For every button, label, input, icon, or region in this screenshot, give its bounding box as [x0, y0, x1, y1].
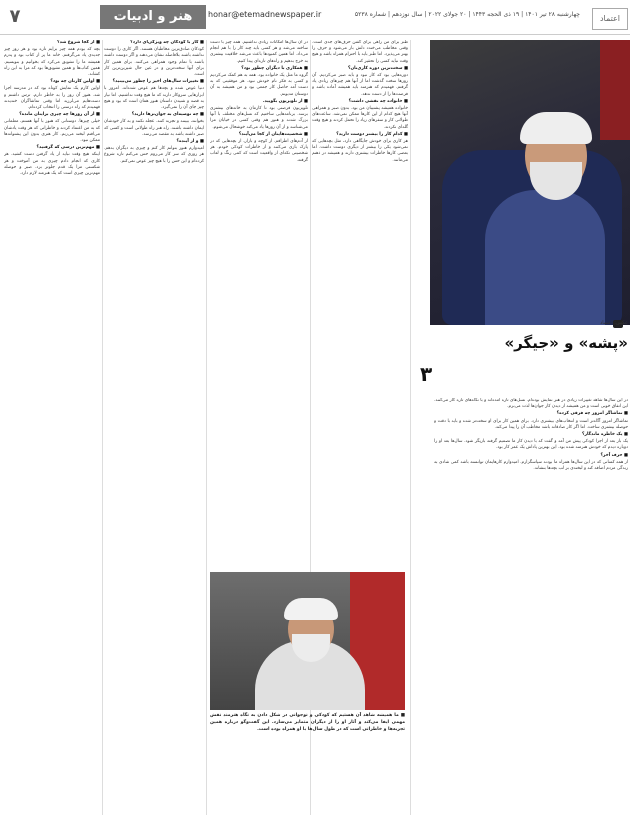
text-column-5 [434, 398, 628, 815]
interview-question: ■ مهم‌ترین درسی که گرفتید؟ [36, 145, 100, 151]
article-headline: «پشه» و «جیگر» [504, 334, 628, 352]
interview-answer: خیلی چیزها. دوستانی که هنوز با آنها هستم، معلمانی که به من اعتماد کردند و خاطراتی که هر وقت یادشان می‌افتم لبخند می‌زنم. کار هنری بدون این پشتوانه‌ها ممکن نبود. [4, 119, 100, 144]
interview-question: ■ و از آینده؟ [176, 139, 204, 145]
interview-answer: بچه که بودم همه چیز برایم تازه بود و هر روز چیز جدیدی یاد می‌گرفتم. خانه ما پر از کتاب بود و پدرم همیشه ما را تشویق می‌کرد که بخوانیم و بنویسیم. همین کتاب‌ها و همین تشویق‌ها بود که مرا به این راه کشاند. [4, 47, 100, 78]
interview-answer: دوره‌هایی بود که کار نبود و باید صبر می‌کردیم. آن روزها سخت گذشت اما از آنها هم چیزهای زیادی یاد گرفتم. فهمیدم که هنرمند باید همیشه آماده باشد و فرصت‌ها را از دست ندهد. [312, 73, 408, 97]
interview-answer: کودکان صادق‌ترین مخاطبان هستند. اگر کاری را دوست نداشته باشند بلافاصله نشان می‌دهند و اگر دوست داشته باشند با تمام وجود همراهی می‌کنند. برای همین کار برای آنها سخت‌ترین و در عین حال شیرین‌ترین کار است. [104, 47, 204, 78]
interview-question: ■ از آن روزها چه چیزی برایتان مانده؟ [19, 112, 100, 118]
column-divider [206, 40, 207, 815]
text-column-1 [4, 40, 100, 815]
interview-question: ■ اولین کارتان چه بود؟ [50, 79, 100, 85]
page-mark: ۳ [420, 362, 433, 386]
photo-caption-bottom: ■ ما همیشه شاهد آن هستیم که کودکی و نوجوانی در شکل دادن به نگاه هنرمند نقش مهمی ایفا می‌کند و آثار او را از دیگران متمایز می‌سازد. این گفت‌وگو درباره همین تجربه‌ها و خاطراتی است که در طول سال‌ها با او همراه بوده است. [210, 713, 405, 732]
interview-answer: در این سال‌ها شاهد تغییرات زیادی در هنر نمایش بوده‌ام. نسل‌های تازه آمده‌اند و با نگاه‌های تازه کار می‌کنند. این اتفاق خوبی است و من همیشه از دیدن کار جوان‌ها لذت می‌برم. [434, 398, 628, 410]
interview-question: ■ کار با کودکان چه ویژگی‌ای دارد؟ [130, 40, 204, 45]
interview-answer: طنز برای من راهی برای گفتن حرف‌های جدی است. وقتی مخاطب می‌خندد دلش باز می‌شود و حرف را بهتر می‌پذیرد. اما طنز باید با احترام همراه باشد و هیچ وقت نباید کسی را تحقیر کند. [312, 40, 408, 64]
interview-answer: از همه کسانی که در این سال‌ها همراه ما بودند سپاسگزارم. امیدوارم کارهایمان توانسته باشد کمی شادی به زندگی مردم اضافه کند و لبخندی بر لب بچه‌ها بنشاند. [434, 459, 628, 472]
page-header [0, 0, 630, 35]
interview-question: ■ از کجا شروع شد؟ [57, 40, 100, 45]
column-divider [102, 40, 103, 815]
interview-question: ■ خانواده چه نقشی داشت؟ [348, 98, 408, 104]
interview-question: ■ شخصیت‌هایتان از کجا می‌آیند؟ [238, 131, 308, 137]
interview-question: ■ کدام کار را بیشتر دوست دارید؟ [336, 131, 408, 137]
interview-answer: در آن سال‌ها امکانات زیادی نداشتیم. همه چیز با دست ساخته می‌شد و هر کسی باید چند کار را با هم انجام می‌داد. اما همین کمبودها باعث می‌شد خلاقیت بیشتری به خرج بدهیم و راه‌های تازه‌ای پیدا کنیم. [210, 40, 308, 64]
interview-answer: گروه ما مثل یک خانواده بود. همه به هم کمک می‌کردیم و کسی به فکر نام خودش نبود. هر موفقیتی که به دست آمد حاصل کار جمعی بود و من همیشه به آن دوستان مدیونم. [210, 73, 308, 97]
interview-question: ■ یک خاطره ماندگار؟ [582, 432, 628, 438]
interview-answer: امیدوارم هنوز بتوانم کار کنم و چیزی به دیگران بدهم. هر روزی که سر کار می‌روم حس می‌کنم تازه شروع کرده‌ام و این حس را با هیچ چیز عوض نمی‌کنم. [104, 146, 204, 164]
column-divider [410, 40, 411, 815]
interview-answer: یک بار بعد از اجرا کودکی پیش من آمد و گفت که با دیدن کار ما تصمیم گرفته بازیگر شود. سال‌ها بعد او را دوباره دیدم که خودش هنرمند شده بود. این بهترین پاداش یک عمر کار بود. [434, 439, 628, 451]
interview-answer: خانواده همیشه پشتیبان من بود. بدون صبر و همراهی آنها هیچ کدام از این کارها ممکن نمی‌شد. ساعت‌های طولانی کار و سفرهای زیاد را تحمل کردند و هیچ وقت گله‌ای نکردند. [312, 106, 408, 130]
interview-answer: تماشاگر امروز آگاه‌تر است و انتخاب‌های بیشتری دارد. برای همین کار برای او سخت‌تر شده و باید با دقت و حوصله بیشتری ساخت. اما اگر کار صادقانه باشد مخاطب آن را پیدا می‌کند. [434, 418, 628, 430]
text-column-2 [104, 40, 204, 815]
interview-question: ■ تغییرات سال‌های اخیر را چطور می‌بینید؟ [112, 79, 204, 85]
interview-question: ■ همکاری با دیگران چطور بود؟ [241, 65, 308, 71]
section-title: هنر و ادبیات [100, 5, 206, 29]
interview-question: ■ تماشاگر امروز چه فرقی کرده؟ [556, 411, 628, 417]
interview-question: ■ چه توصیه‌ای به جوان‌ترها دارید؟ [131, 112, 204, 118]
interview-question: ■ حرف آخر؟ [600, 452, 628, 458]
interview-answer: دنیا عوض شده و بچه‌ها هم عوض شده‌اند. امروز با ابزارهایی سروکار دارند که ما هیچ وقت نداشتیم. اما نیاز به قصه و شنیدن داستان هنوز همان است که بود و هیچ چیز جای آن را نمی‌گیرد. [104, 86, 204, 111]
photo-caption: عکس: اعتماد [600, 320, 628, 326]
page-number: ۷ [9, 6, 21, 27]
interview-answer: اینکه هیچ وقت نباید از یاد گرفتن دست کشید. هر کاری که انجام دادم چیزی به من آموخت و هر شکستی مرا یک قدم جلوتر برد. صبر و حوصله مهم‌ترین چیزی است که یک هنرمند لازم دارد. [4, 152, 100, 177]
interview-photo-top [430, 40, 630, 325]
issue-info: چهارشنبه ۲۸ تیر ۱۴۰۱ | ۱۹ ذی الحجه ۱۴۴۳ | ۲۰ جولای ۲۰۲۲ | سال نوزدهم | شماره ۵۲۳۸ [354, 11, 580, 18]
interview-answer: از آدم‌های اطرافم. از کوچه و بازار، از بچه‌هایی که در پارک بازی می‌کنند و از خاطرات کودکی خودم. هر شخصیتی تکه‌ای از واقعیت است که کمی رنگ و لعاب گرفته. [210, 139, 308, 163]
section-email[interactable]: honar@etemadnewspaper.ir [208, 10, 322, 19]
interview-answer: هر کاری برای خودش جایگاهی دارد، مثل بچه‌هایی که نمی‌شود یکی را بیشتر از دیگری دوست داشت. اما بعضی کارها خاطرات بیشتری دارند و همیشه در ذهنم می‌مانند. [312, 139, 408, 163]
interview-answer: بخوانند، ببینند و تجربه کنند. عجله نکنند و به کار خودشان ایمان داشته باشند. راه هنر راه طولانی است و کسی که صبر داشته باشد به مقصد می‌رسد. [104, 119, 204, 137]
newspaper-logo: اعتماد [592, 8, 628, 30]
interview-question: ■ سخت‌ترین دوره کاری‌تان؟ [348, 65, 408, 71]
text-column-4 [312, 40, 408, 568]
interview-answer: اولین کارم یک نمایش کوتاه بود که در مدرسه اجرا شد. هنوز آن روز را به خاطر دارم. ترس داشتم و دست‌هایم می‌لرزید اما وقتی تماشاگران خندیدند فهمیدم که راه درستی را انتخاب کرده‌ام. [4, 86, 100, 111]
interview-question: ■ از تلویزیون بگویید. [262, 98, 308, 104]
interview-photo-bottom [210, 572, 405, 710]
interview-answer: تلویزیون فرصتی بود تا کارمان به خانه‌های بیشتری برسد. برنامه‌هایی ساختیم که نسل‌های مختلف با آنها بزرگ شدند و هنوز هم وقتی کسی در خیابان مرا می‌شناسد و از آن روزها یاد می‌کند خوشحال می‌شوم. [210, 106, 308, 130]
text-column-3 [210, 40, 308, 568]
